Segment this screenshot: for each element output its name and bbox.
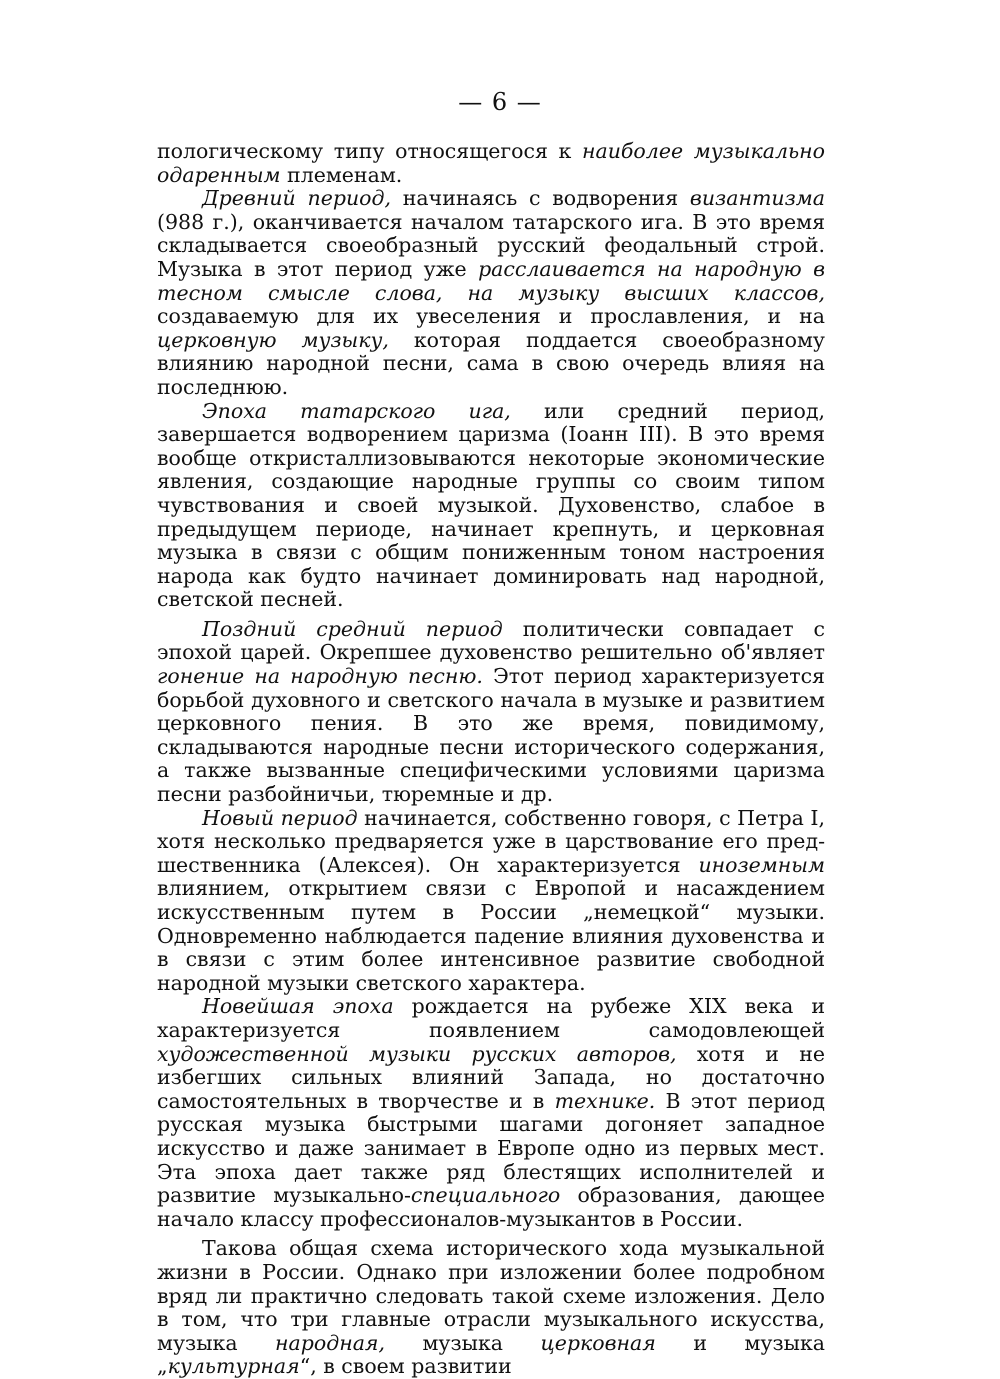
italic-term: художественной музыки русских авторов, — [157, 1041, 677, 1066]
italic-term: расслаивается на народную в тесном смысле слова, на музыку высших классов, — [157, 256, 825, 305]
italic-term: византизма — [689, 186, 825, 211]
text-run: влиянием, открытием связи с Европой и насаждением искусственным путем в России „немецкой“ музыки. Одновременно наблюдается падение влияния духовенства и в связи с этим более интенсивное развитие свободной народной музыки светского характера. — [157, 876, 825, 995]
paragraph — [157, 140, 825, 187]
text-run: рождается на рубеже XIX века и характеризуется появлением самодовлеющей — [157, 994, 825, 1042]
italic-term: культурная — [167, 1354, 300, 1379]
italic-term: Новейшая эпоха — [202, 994, 394, 1019]
text-run: музыка — [385, 1330, 541, 1355]
italic-term: церковная — [540, 1330, 656, 1355]
text-run: которая поддается своеобразному влиянию народной песни, сама в свою очередь влияя на последнюю. — [157, 327, 825, 399]
italic-term: технике. — [554, 1088, 656, 1113]
text-run: Такова общая схема исторического хода музыкальной жизни в России. Однако при изложении более подробном вряд ли практично следовать такой схеме изложения. Дело в том, что три главные отрасли музыкального искусства, музыка — [157, 1236, 825, 1355]
text-run: начинается, собственно говоря, с Петра I, хотя несколько предваряется уже в царствование его предшественника (Алексея). Он характеризуется — [157, 805, 825, 877]
italic-term: церковную музыку, — [157, 327, 389, 352]
italic-term: специального — [410, 1183, 561, 1208]
italic-term: Новый период — [202, 805, 358, 830]
italic-term: Эпоха татарского ига, — [202, 398, 511, 423]
paragraph — [157, 995, 825, 1231]
italic-term: иноземным — [698, 852, 825, 877]
text-run: создаваемую для их увеселения и прославления, и на — [157, 304, 825, 329]
text-run: Этот период характеризуется борьбой духовного и светского начала в музыке и развитием церковного пения. В это же время, повидимому, складываются народные песни исторического содержания, а также вызванные специфическими условиями царизма песни разбойничьи, тюремные и др. — [157, 664, 825, 807]
text-run: или средний период, завершается водворением царизма (Іоанн III). В это время вообще откристаллизовываются некоторые экономические явления, создающие народные группы со своим типом чувствования и своей музыкой. Духовенство, слабое в предыдущем периоде, начинает крепнуть, и церковная музыка в связи с общим пониженным тоном настроения народа как будто начинает доминировать над народной, светской песней. — [157, 398, 825, 612]
text-run: и музыка „ — [157, 1330, 825, 1379]
italic-term: гонение на народную песню. — [157, 664, 483, 689]
italic-term: Древний период, — [202, 186, 392, 211]
text-run: образования, дающее начало классу профессионалов-музыкантов в России. — [157, 1183, 825, 1231]
paragraph — [157, 618, 825, 807]
paragraph — [157, 1237, 825, 1379]
paragraph — [157, 807, 825, 996]
italic-term: Поздний средний период — [202, 616, 503, 641]
text-run: пологическому типу относящегося к — [157, 139, 582, 163]
page-number: — 6 — — [458, 88, 542, 116]
text-run: “, в своем развитии — [299, 1354, 512, 1379]
text-run: племенам. — [280, 162, 403, 187]
text-run: В этот период русская музыка быстрыми шагами догоняет западное искусство и даже занимает в Европе одно из первых мест. Эта эпоха дает также ряд блестящих исполнителей и развитие музыкально- — [157, 1088, 826, 1208]
text-run: (988 г.), оканчивается началом татарского ига. В это время складывается своеобразный русский феодальный строй. Музыка в этот период уже — [157, 209, 825, 281]
text-run: политически совпадает с эпохой царей. Окрепшее духовенство решительно об'являет — [157, 616, 826, 665]
text-run: хотя и не избегших сильных влияний Запада, но достаточно самостоятельных в творчестве и в — [157, 1041, 825, 1113]
page-text — [157, 140, 825, 1379]
paragraph — [157, 187, 825, 399]
italic-term: народная, — [275, 1330, 386, 1355]
paragraph — [157, 400, 825, 612]
text-run: начинаясь с водворения — [391, 186, 690, 211]
italic-term: наиболее музыкально одаренным — [157, 139, 826, 187]
